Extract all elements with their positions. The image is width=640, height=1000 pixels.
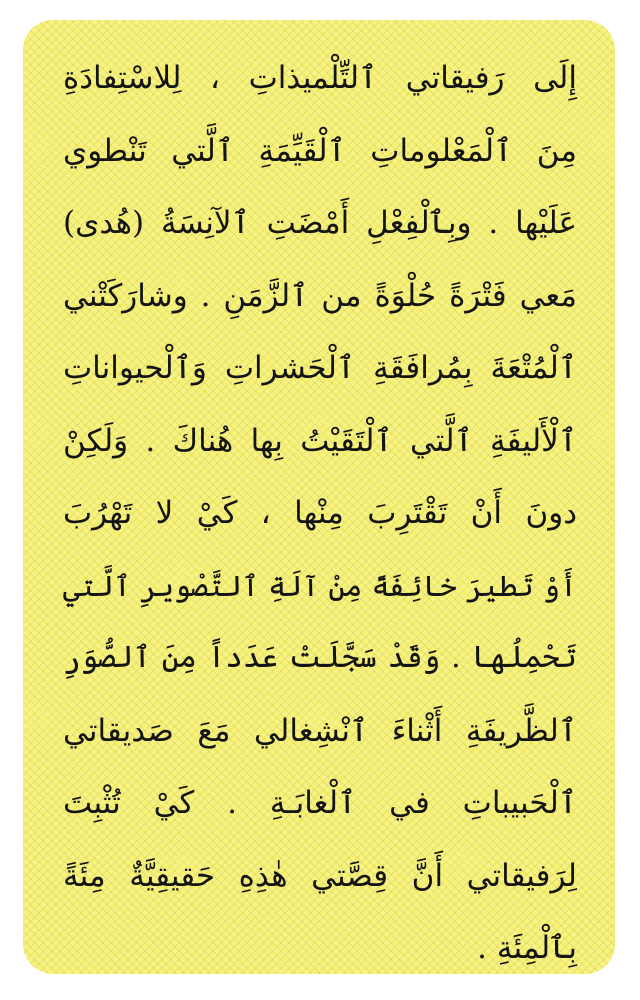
passage-line-6: ٱلْأَليفَةِ ٱلَّتي ٱلْتَقَيْتُ بِها هُناكَ . وَلَكِنْ bbox=[63, 422, 577, 459]
passage-line-7: دونَ أَنْ تَقْتَرِبَ مِنْها ، كَيْ لا تَهْرُبَ bbox=[63, 495, 577, 531]
passage-line-8: أَوْ تَطيرَ خائِفَةً مِنْ آلَةِ ٱلتَّصْويرِ ٱلَّتي bbox=[62, 568, 577, 603]
passage-line-12: لِرَفيقاتي أَنَّ قِصَّتي هٰذِهِ حَقيقِيَّةٌ مِئَةً bbox=[63, 857, 577, 894]
passage-line-9: تَحْمِلُها . وَقَدْ سَجَّلَتْ عَدَداً مِنَ ٱلصُّوَرِ bbox=[63, 640, 577, 675]
text-card bbox=[23, 20, 615, 974]
passage-line-3: عَلَيْها . وبِٱلْفِعْلِ أَمْضَتِ ٱلآنِسَةُ (هُدى) bbox=[63, 205, 577, 241]
passage-line-10: ٱلظَّريفَةِ أَثْناءَ ٱنْشِغالي مَعَ صَديقاتي bbox=[63, 712, 577, 749]
passage-line-13: بِٱلْمِئَةِ . bbox=[477, 930, 577, 966]
passage-line-1: إِلَى رَفيقاتي ٱلتِّلْميذاتِ ، لِلاسْتِفادَةِ bbox=[63, 60, 577, 96]
passage-line-5: ٱلْمُتْعَةَ بِمُرافَقَةِ ٱلْحَشراتِ وَٱلْحيواناتِ bbox=[63, 350, 577, 386]
passage-line-2: مِنَ ٱلْمَعْلوماتِ ٱلْقَيِّمَةِ ٱلَّتي تَنْطوي bbox=[63, 132, 577, 169]
passage-line-4: مَعي فَتْرَةً حُلْوَةً من ٱلزَّمَنِ . وشارَكَتْني bbox=[63, 277, 577, 314]
arabic-passage bbox=[63, 42, 577, 974]
passage-line-11: ٱلْحَبيباتِ في ٱلْغابَـةِ . كَيْ تُثْبِتَ bbox=[63, 785, 577, 821]
